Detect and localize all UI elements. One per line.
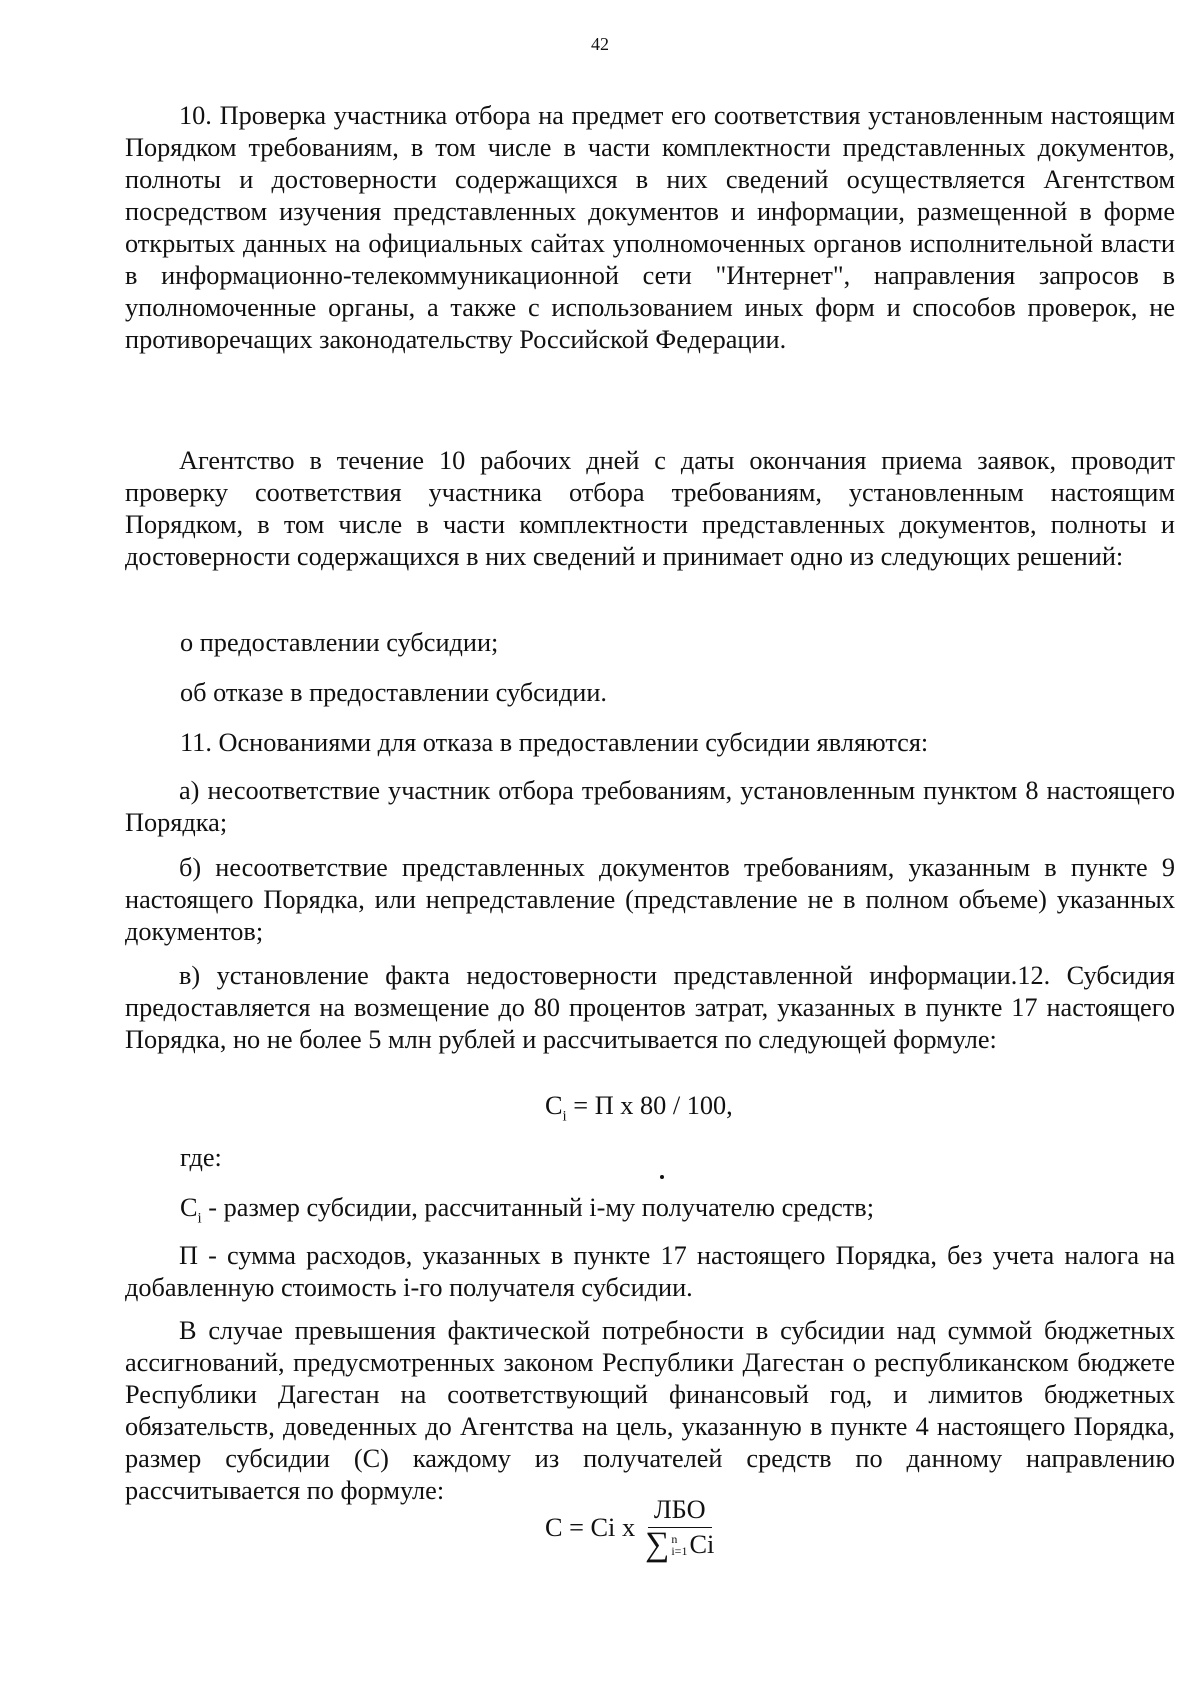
ci-definition — [180, 1192, 874, 1234]
formula2-fraction — [645, 1495, 715, 1563]
ci-subscript: i — [197, 1210, 202, 1227]
decision-refuse: об отказе в предоставлении субсидии. — [180, 678, 607, 707]
decision-grant: о предоставлении субсидии; — [180, 628, 499, 657]
formula2-den-term: Ci — [689, 1530, 715, 1559]
formula-c: C — [545, 1091, 563, 1120]
where-label: где: — [180, 1143, 222, 1172]
paragraph-11a: а) несоответствие участник отбора требованиям, установленным пунктом 8 настоящего Порядка; — [125, 776, 1175, 837]
formula2-denominator — [645, 1526, 715, 1563]
formula-rhs: = П x 80 / 100, — [566, 1091, 733, 1120]
sigma-upper: n — [671, 1532, 678, 1546]
formula-proportional — [545, 1495, 715, 1563]
scan-dot — [660, 1175, 664, 1179]
paragraph-10: 10. Проверка участника отбора на предмет его соответствия установленным настоящим Порядком требованиям, в том числе в части комплектности представленных документов, полноты и достоверности содержащихся в них сведений осуществляется Агентством посредством изучения представленных документов и информации, размещенной в форме открытых данных на официальных сайтах уполномоченных органов исполнительной власти в информационно-телекоммуникационной сети "Интернет", направления запросов в уполномоченные органы, а также с использованием иных форм и способов проверок, не противоречащих законодательству Российской Федерации. — [125, 101, 1175, 354]
formula-subsidy — [545, 1090, 733, 1132]
formula2-numerator: ЛБО — [648, 1495, 712, 1528]
formula2-lhs: C = Ci x — [545, 1512, 636, 1542]
paragraph-agency-check: Агентство в течение 10 рабочих дней с даты окончания приема заявок, проводит проверку соответствия участника отбора требованиям, установленным настоящим Порядком, в том числе в части комплектности представленных документов, полноты и достоверности содержащихся в них сведений и принимает одно из следующих решений: — [125, 446, 1175, 571]
sigma-limits — [671, 1533, 687, 1557]
sigma-symbol: ∑ — [645, 1526, 670, 1563]
paragraph-excess: В случае превышения фактической потребности в субсидии над суммой бюджетных ассигнований, предусмотренных законом Республики Дагестан о республиканском бюджете Республики Дагестан на соответствующий финансовый год, и лимитов бюджетных обязательств, доведенных до Агентства на цель, указанную в пункте 4 настоящего Порядка, размер субсидии (С) каждому из получателей средств по данному направлению рассчитывается по формуле: — [125, 1316, 1175, 1505]
page-number: 42 — [591, 34, 609, 54]
paragraph-11: 11. Основаниями для отказа в предоставлении субсидии являются: — [180, 728, 929, 757]
formula-subscript-i: i — [562, 1108, 567, 1125]
sigma-lower: i=1 — [671, 1544, 688, 1558]
ci-definition-text: - размер субсидии, рассчитанный i-му получателю средств; — [208, 1193, 875, 1222]
paragraph-11v-12: в) установление факта недостоверности представленной информации.12. Субсидия предоставляется на возмещение до 80 процентов затрат, указанных в пункте 17 настоящего Порядка, но не более 5 млн рублей и рассчитывается по следующей формуле: — [125, 961, 1175, 1054]
paragraph-11b: б) несоответствие представленных документов требованиям, указанным в пункте 9 настоящего Порядка, или непредставление (представление не в полном объеме) указанных документов; — [125, 853, 1175, 946]
ci-symbol: C — [180, 1193, 198, 1222]
p-definition: П - сумма расходов, указанных в пункте 17 настоящего Порядка, без учета налога на добавленную стоимость i-го получателя субсидии. — [125, 1241, 1175, 1302]
